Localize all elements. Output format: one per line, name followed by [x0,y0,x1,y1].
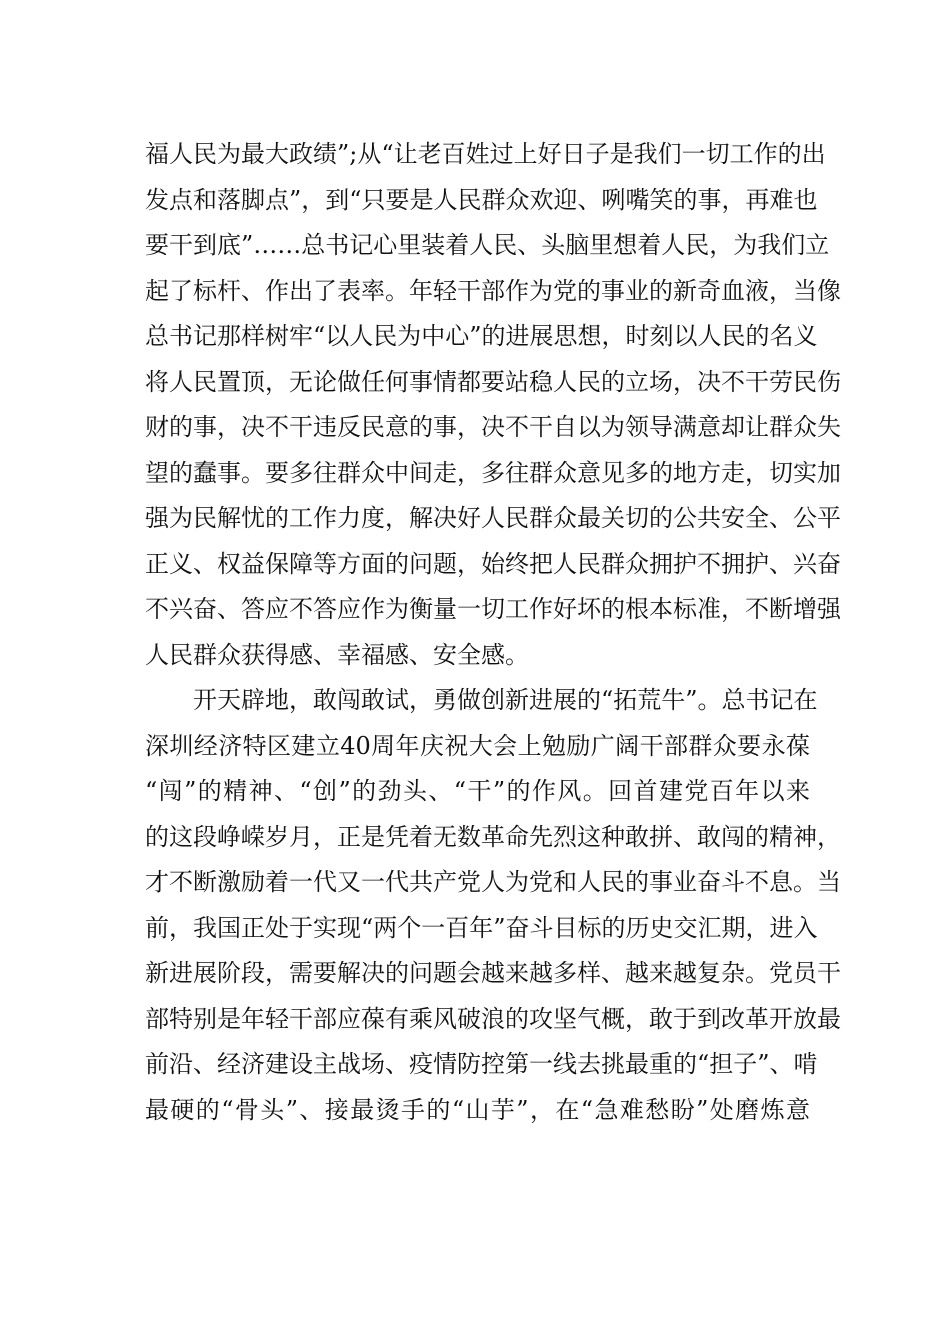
text-line: 新进展阶段，需要解决的问题会越来越多样、越来越复杂。党员干 [145,959,841,987]
paragraph [145,678,841,1133]
text-line: 将人民置顶，无论做任何事情都要站稳人民的立场，决不干劳民伤 [145,367,841,396]
text-line: 起了标杆、作出了表率。年轻干部作为党的事业的新奇血液，当像 [145,276,841,305]
text-line: 才不断激励着一代又一代共产党人为党和人民的事业奋斗不息。当 [145,868,841,896]
text-line: 正义、权益保障等方面的问题，始终把人民群众拥护不拥护、兴奋 [145,549,841,578]
text-line: 财的事，决不干违反民意的事，决不干自以为领导满意却让群众失 [145,413,841,441]
text-line: 人民群众获得感、幸福感、安全感。 [145,640,529,669]
paragraph [145,132,841,678]
text-line: 不兴奋、答应不答应作为衡量一切工作好坏的根本标准，不断增强 [145,595,841,623]
text-line: 强为民解忧的工作力度，解决好人民群众最关切的公共安全、公平 [145,504,841,532]
text-line: “闯”的精神、“创”的劲头、“干”的作风。回首建党百年以来 [145,777,810,805]
text-line: 部特别是年轻干部应葆有乘风破浪的攻坚气概，敢于到改革开放最 [145,1004,841,1033]
text-line: 发点和落脚点”，到“只要是人民群众欢迎、咧嘴笑的事，再难也 [145,185,818,214]
text-line: 前沿、经济建设主战场、疫情防控第一线去挑最重的“担子”、啃 [145,1050,818,1078]
text-line: 总书记那样树牢“以人民为中心”的进展思想，时刻以人民的名义 [145,322,818,350]
text-line: 福人民为最大政绩”;从“让老百姓过上好日子是我们一切工作的出 [145,140,826,168]
text-line: 前，我国正处于实现“两个一百年”奋斗目标的历史交汇期，进入 [145,913,818,942]
body-text [145,132,841,1133]
text-line: 要干到底”……总书记心里装着人民、头脑里想着人民，为我们立 [145,231,830,259]
text-line: 的这段峥嵘岁月，正是凭着无数革命先烈这种敢拼、敢闯的精神， [145,822,841,851]
text-line: 望的蠢事。要多往群众中间走，多往群众意见多的地方走，切实加 [145,458,841,487]
text-line: 深圳经济特区建立40周年庆祝大会上勉励广阔干部群众要永葆 [145,731,810,760]
text-line: 开天辟地，敢闯敢试，勇做创新进展的“拓荒牛”。总书记在 [193,686,818,714]
text-line: 最硬的“骨头”、接最烫手的“山芋”，在“急难愁盼”处磨炼意 [145,1095,810,1124]
